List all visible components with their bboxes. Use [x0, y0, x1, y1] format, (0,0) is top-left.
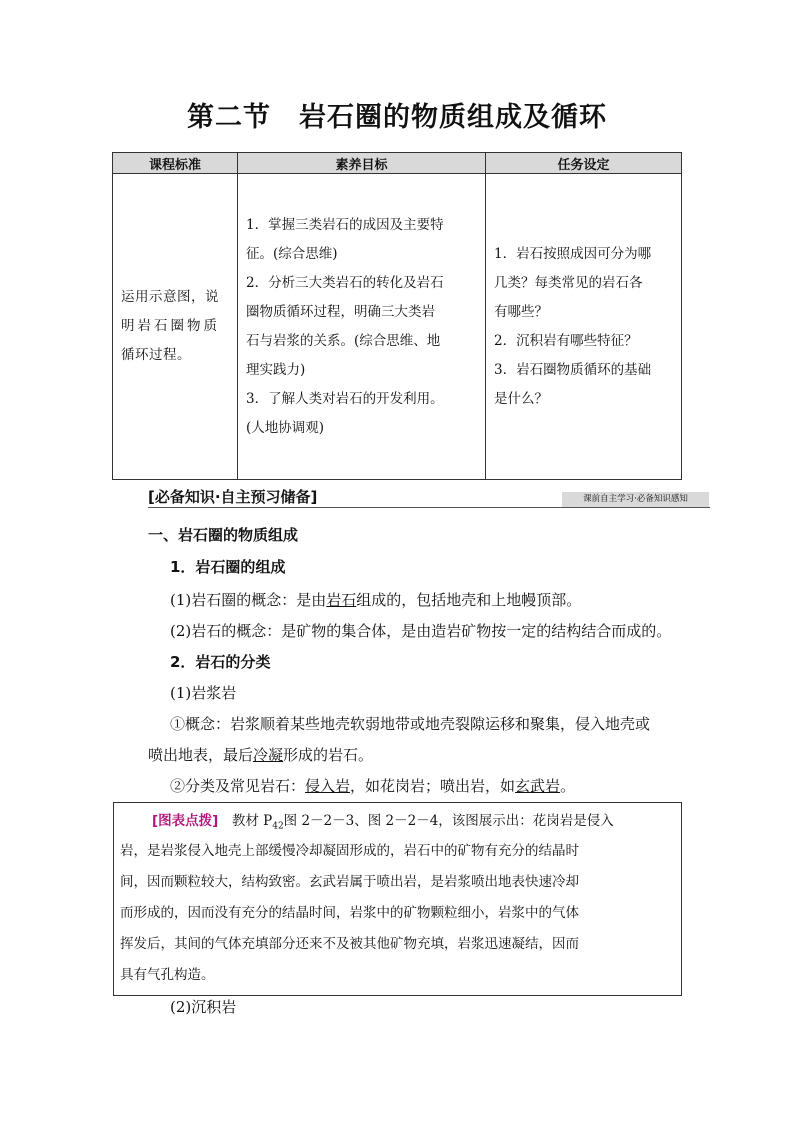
tip-line: 挥发后，其间的气体充填部分还来不及被其他矿物充填，岩浆迅速凝结，因而 [120, 936, 579, 952]
tip-line: 岩，是岩浆侵入地壳上部缓慢冷却凝固形成的，岩石中的矿物有充分的结晶时 [120, 843, 579, 859]
tip-line [152, 809, 614, 832]
standard-line: 明岩石圈物质 [121, 318, 220, 334]
task-line: 2．沉积岩有哪些特征？ [494, 332, 638, 349]
subheading-igneous: (1)岩浆岩 [170, 684, 237, 702]
goal-line: 石与岩浆的关系。(综合思维、地 [246, 332, 441, 349]
subheading-rock-types: 2．岩石的分类 [170, 653, 271, 671]
text-run: 喷出地表，最后 [148, 746, 254, 764]
tip-line: 具有气孔构造。 [120, 967, 215, 983]
tip-tag: [图表点拨] [152, 813, 219, 829]
paragraph-igneous-types [170, 775, 575, 796]
goal-line: 理实践力) [246, 361, 306, 378]
page-title: 第二节 岩石圈的物质组成及循环 [187, 102, 607, 133]
task-line: 3．岩石圈物质循环的基础 [494, 361, 652, 378]
paragraph-igneous-concept-cont [148, 744, 373, 765]
standard-line: 循环过程。 [121, 347, 191, 363]
text-run: 。 [560, 777, 576, 795]
task-line: 1．岩石按照成因可分为哪 [494, 245, 652, 262]
underlined-term: 玄武岩 [515, 777, 561, 795]
subheading-lithosphere: 1．岩石圈的组成 [170, 558, 286, 576]
heading-composition: 一、岩石圈的物质组成 [148, 526, 299, 544]
table-header-tasks: 任务设定 [486, 153, 682, 174]
goal-line: (人地协调观) [246, 419, 325, 436]
task-line: 是什么？ [494, 390, 548, 407]
goal-line: 2．分析三大类岩石的转化及岩石 [246, 274, 444, 291]
standard-cell [113, 174, 238, 480]
table-header-goals: 素养目标 [238, 153, 486, 174]
standard-line: 运用示意图，说 [121, 289, 219, 305]
text-run: 图 2－2－3、图 2－2－4，该图展示出：花岗岩是侵入 [283, 813, 614, 829]
goal-line: 圈物质循环过程，明确三大类岩 [246, 303, 435, 320]
tasks-cell [486, 174, 682, 480]
text-run: ，如花岗岩；喷出岩，如 [350, 777, 516, 795]
underlined-term: 岩石 [326, 591, 357, 609]
task-line: 有哪些？ [494, 303, 548, 320]
task-line: 几类？每类常见的岩石各 [494, 274, 643, 291]
text-run: 组成的，包括地壳和上地幔顶部。 [356, 591, 582, 609]
tip-line: 间，因而颗粒较大，结构致密。玄武岩属于喷出岩，是岩浆喷出地表快速冷却 [120, 874, 579, 890]
section-header: [必备知识·自主预习储备] [148, 488, 318, 506]
text-run: 教材 P [218, 813, 273, 829]
section-tag: 课前自主学习·必备知识感知 [562, 492, 709, 507]
paragraph-lithosphere-concept [170, 589, 581, 610]
underlined-term: 侵入岩 [305, 777, 351, 795]
tip-line: 而形成的，因而没有充分的结晶时间，岩浆中的矿物颗粒细小，岩浆中的气体 [120, 905, 579, 921]
goals-cell [238, 174, 486, 480]
subheading-sedimentary: (2)沉积岩 [170, 998, 237, 1016]
paragraph-rock-concept: (2)岩石的概念：是矿物的集合体，是由造岩矿物按一定的结构结合而成的。 [170, 622, 672, 640]
goal-line: 1．掌握三类岩石的成因及主要特 [246, 216, 444, 233]
text-run: (1)岩石圈的概念：是由 [170, 591, 327, 609]
goal-line: 征。(综合思维) [246, 245, 338, 262]
paragraph-igneous-concept: ①概念：岩浆顺着某些地壳软弱地带或地壳裂隙运移和聚集，侵入地壳或 [170, 715, 651, 733]
text-run: ②分类及常见岩石： [170, 777, 306, 795]
curriculum-table [112, 152, 682, 480]
underlined-term: 冷凝 [253, 746, 284, 764]
page-subscript: 42 [272, 821, 284, 832]
goal-line: 3．了解人类对岩石的开发利用。 [246, 390, 444, 407]
table-header-standard: 课程标准 [113, 153, 238, 174]
section-divider [148, 507, 710, 508]
figure-tip-box [113, 802, 682, 996]
text-run: 形成的岩石。 [283, 746, 374, 764]
